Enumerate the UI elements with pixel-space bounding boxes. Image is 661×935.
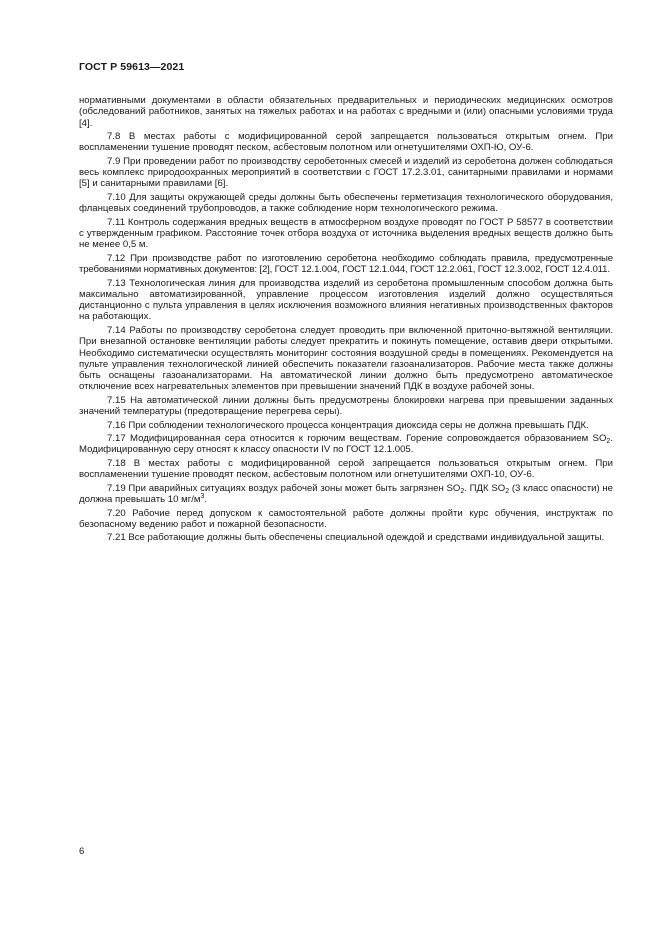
paragraph-7-17-text-a: 7.17 Модифицированная сера относится к горючим веществам. Горение сопровождается образованием SO <box>107 433 607 445</box>
document-body <box>79 95 613 546</box>
paragraph-7-12: 7.12 При производстве работ по изготовлению серобетона необходимо соблюдать правила, предусмотренные требованиями нормативных документов: [2], ГОСТ 12.1.004, ГОСТ 12.1.044, ГОСТ 12.2.061, ГОСТ 12.3.002, ГОСТ 12.4.011. <box>79 252 613 276</box>
paragraph-7-18: 7.18 В местах работы с модифицированной серой запрещается пользоваться открытым огнем. При воспламенении тушение проводят песком, асбестовым полотном или огнетушителями ОХП-10, ОУ-6. <box>79 457 613 481</box>
paragraph-7-16: 7.16 При соблюдении технологического процесса концентрация диоксида серы не должна превышать ПДК. <box>107 419 589 431</box>
paragraph-7-15: 7.15 На автоматической линии должны быть предусмотрены блокировки нагрева при превышении заданных значений температуры (предотвращение перегрева серы). <box>79 394 613 418</box>
paragraph-7-19-text-d: . <box>204 494 208 506</box>
paragraph-7-8: 7.8 В местах работы с модифицированной серой запрещается пользоваться открытым огнем. При воспламенении тушение проводят песком, асбестовым полотном или огнетушителями ОХП-Ю, ОУ-6. <box>79 131 613 154</box>
paragraph-7-17 <box>79 433 613 456</box>
paragraph-7-9: 7.9 При проведении работ по производству серобетонных смесей и изделий из серобетона должен соблюдаться весь комплекс природоохранных мероприятий в соответствии с ГОСТ 17.2.3.01, санитарными правилами и нормами [5] и санитарными правилами [6]. <box>79 155 613 190</box>
subscript-2: 2 <box>606 438 611 446</box>
paragraph-7-14: 7.14 Работы по производству серобетона следует проводить при включенной приточно-вытяжной вентиляции. При внезапной остановке вентиляции работы следует прекратить и покинуть помещение, оставив двери открытыми. Необходимо систематически осуществлять мониторинг состояния воздушной среды в помещениях. Рекомендуется на пульте управления технологической линией обеспечить показатели газоанализаторов. Рабочие места также должны быть оснащены газоанализаторами. На автоматической линии должно быть предусмотрено автоматическое отключение всех нагревательных элементов при превышении значений ПДК в воздухе рабочей зоны. <box>79 324 613 393</box>
page-number: 6 <box>79 846 85 857</box>
paragraph-7-17-text-b: . Модифицированную серу относят к классу опасности IV по ГОСТ 12.1.005. <box>79 433 613 456</box>
paragraph-continuation: нормативными документами в области обязательных предварительных и периодических медицинских осмотров (обследований работников, занятых на тяжелых работах и на работах с вредными и (или) опасными условиями труда [4]. <box>79 95 613 129</box>
paragraph-7-10: 7.10 Для защиты окружающей среды должны быть обеспечены герметизация технологического оборудования, фланцевых соединений трубопроводов, а также соблюдение норм технологического режима. <box>79 191 613 215</box>
subscript-2: 2 <box>505 487 510 495</box>
paragraph-7-19-text-a: 7.19 При аварийных ситуациях воздух рабочей зоны может быть загрязнен SO <box>107 482 461 494</box>
subscript-2: 2 <box>460 487 465 495</box>
paragraph-7-19-text-b: . ПДК SO <box>464 482 506 494</box>
document-header: ГОСТ Р 59613—2021 <box>79 61 185 73</box>
paragraph-7-20: 7.20 Рабочие перед допуском к самостоятельной работе должны пройти курс обучения, инструктаж по безопасному ведению работ и пожарной безопасности. <box>79 507 613 530</box>
paragraph-7-21: 7.21 Все работающие должны быть обеспечены специальной одеждой и средствами индивидуальной защиты. <box>107 532 605 544</box>
paragraph-7-19 <box>79 483 613 506</box>
paragraph-7-13: 7.13 Технологическая линия для производства изделий из серобетона промышленным способом должна быть максимально автоматизированной, управление процессом изготовления изделий должно осуществляться дистанционно с пульта управления в целях исключения возможного влияния негативных производственных факторов на работающих. <box>79 277 613 323</box>
superscript-3: 3 <box>200 493 205 501</box>
paragraph-7-19-text-c: (3 класс опасности) не должна превышать 10 мг/м <box>79 482 614 506</box>
paragraph-7-11: 7.11 Контроль содержания вредных веществ в атмосферном воздухе проводят по ГОСТ Р 58577 в соответствии с утвержденным графиком. Расстояние точек отбора воздуха от источника выделения вредных веществ должно быть не менее 0,5 м. <box>79 216 613 251</box>
